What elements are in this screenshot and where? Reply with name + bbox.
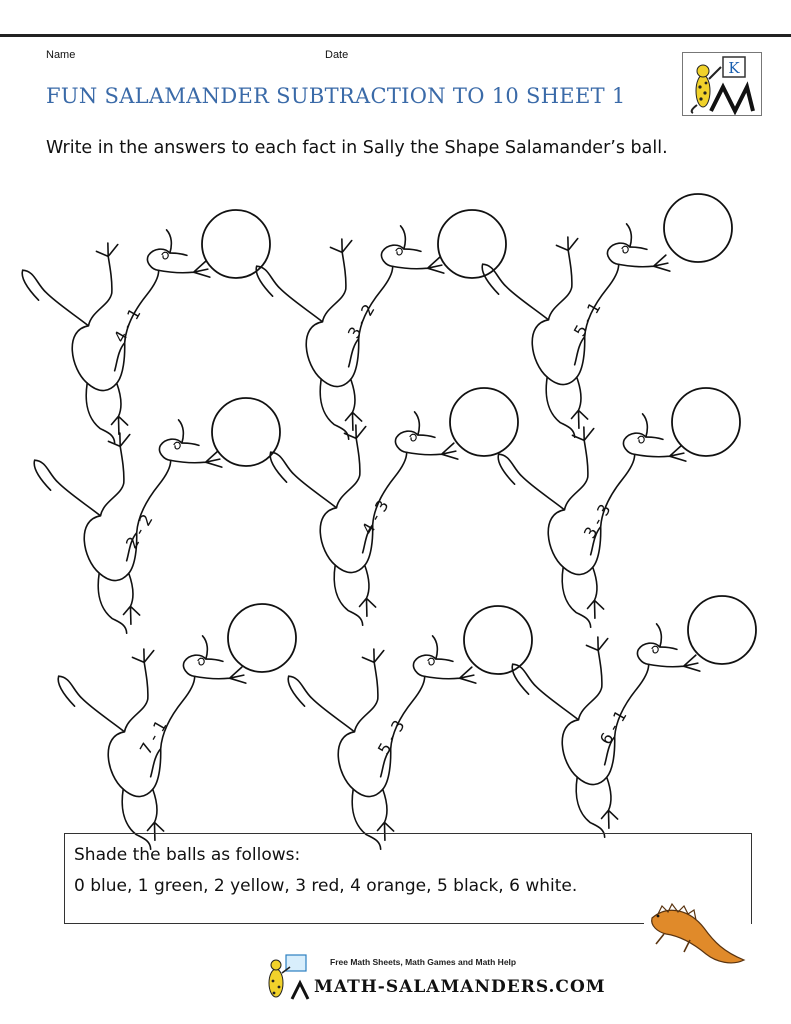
fact-label-3: 5 - 1: [569, 298, 605, 340]
answer-ball-3[interactable]: [664, 194, 732, 262]
answer-ball-2[interactable]: [438, 210, 506, 278]
footer-tagline: Free Math Sheets, Math Games and Math Help: [330, 957, 517, 967]
worksheet-title: FUN SALAMANDER SUBTRACTION TO 10 SHEET 1: [46, 84, 626, 108]
answer-ball-9[interactable]: [688, 596, 756, 664]
fact-label-6: 3 - 3: [579, 500, 615, 542]
logo-letter: K: [728, 59, 740, 77]
shade-box-bottom-rule: [64, 923, 644, 924]
footer-site-link[interactable]: MATH-SALAMANDERS.COM: [314, 977, 606, 997]
answer-ball-6[interactable]: [672, 388, 740, 456]
fact-label-9: 6 - 1: [595, 706, 631, 748]
fact-label-5: 4 - 3: [357, 496, 393, 538]
answer-ball-8[interactable]: [464, 606, 532, 674]
answer-ball-5[interactable]: [450, 388, 518, 456]
fact-label-7: 7 - 1: [135, 716, 171, 758]
instructions: Write in the answers to each fact in Sally the Shape Salamander’s ball.: [46, 138, 668, 158]
fact-label-8: 5 - 3: [373, 716, 409, 758]
answer-ball-1[interactable]: [202, 210, 270, 278]
shade-instructions-line-2: 0 blue, 1 green, 2 yellow, 3 red, 4 orange, 5 black, 6 white.: [74, 876, 578, 896]
answer-ball-7[interactable]: [228, 604, 296, 672]
fact-label-1: 4 - 1: [109, 304, 145, 346]
footer-salamander-logo: [258, 953, 314, 1001]
shade-instructions-line-1: Shade the balls as follows:: [74, 845, 301, 865]
date-label: Date: [325, 49, 349, 61]
name-label: Name: [46, 49, 76, 61]
fact-label-4: 2 - 2: [121, 510, 157, 552]
fact-label-2: 3 - 2: [343, 300, 379, 342]
